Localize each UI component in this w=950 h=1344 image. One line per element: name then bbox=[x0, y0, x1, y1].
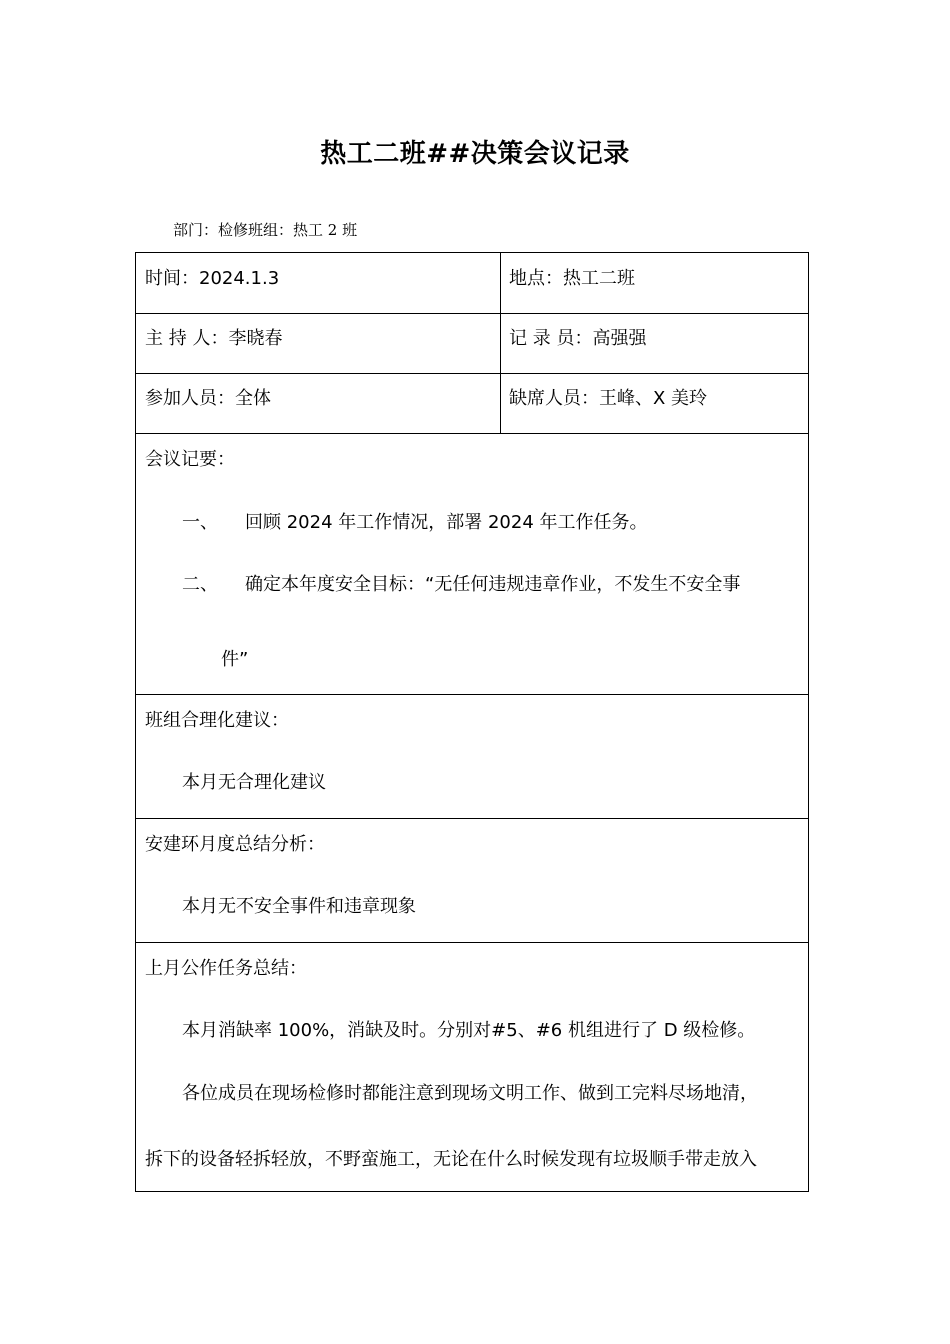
task-summary-line-1: 本月消缺率 100%，消缺及时。分别对#5、#6 机组进行了 D 级检修。 bbox=[182, 1020, 756, 1041]
minutes-item-2-number: 二、 bbox=[182, 574, 218, 595]
task-summary-heading: 上月公作任务总结： bbox=[145, 958, 307, 979]
meeting-recorder: 记 录 员：高强强 bbox=[509, 328, 647, 349]
meeting-attendees: 参加人员：全体 bbox=[145, 388, 271, 409]
meeting-time: 时间：2024.1.3 bbox=[145, 268, 280, 289]
meeting-record-table bbox=[135, 252, 809, 1192]
column-divider bbox=[500, 253, 501, 433]
minutes-item-2-text: 确定本年度安全目标：“无任何违规违章作业，不发生不安全事 bbox=[245, 574, 741, 595]
safety-analysis-text: 本月无不安全事件和违章现象 bbox=[182, 896, 416, 917]
row-divider bbox=[136, 818, 808, 819]
suggestion-text: 本月无合理化建议 bbox=[182, 772, 326, 793]
minutes-heading: 会议记要： bbox=[145, 449, 235, 470]
row-divider bbox=[136, 433, 808, 434]
suggestion-heading: 班组合理化建议： bbox=[145, 710, 289, 731]
meeting-place: 地点：热工二班 bbox=[509, 268, 635, 289]
meeting-absentees: 缺席人员：王峰、X 美玲 bbox=[509, 388, 708, 409]
document-title: 热工二班##决策会议记录 bbox=[320, 139, 630, 169]
minutes-item-2-continuation: 件” bbox=[221, 649, 249, 670]
row-divider bbox=[136, 942, 808, 943]
task-summary-line-2: 各位成员在现场检修时都能注意到现场文明工作、做到工完料尽场地清， bbox=[182, 1083, 758, 1104]
task-summary-line-3: 拆下的设备轻拆轻放，不野蛮施工，无论在什么时候发现有垃圾顺手带走放入 bbox=[145, 1149, 757, 1170]
minutes-item-1-number: 一、 bbox=[182, 512, 218, 533]
row-divider bbox=[136, 373, 808, 374]
meeting-host: 主 持 人：李晓春 bbox=[145, 328, 283, 349]
row-divider bbox=[136, 313, 808, 314]
minutes-item-1-text: 回顾 2024 年工作情况，部署 2024 年工作任务。 bbox=[245, 512, 648, 533]
row-divider bbox=[136, 694, 808, 695]
safety-analysis-heading: 安建环月度总结分析： bbox=[145, 834, 325, 855]
department-line: 部门：检修班组：热工 2 班 bbox=[173, 221, 358, 239]
